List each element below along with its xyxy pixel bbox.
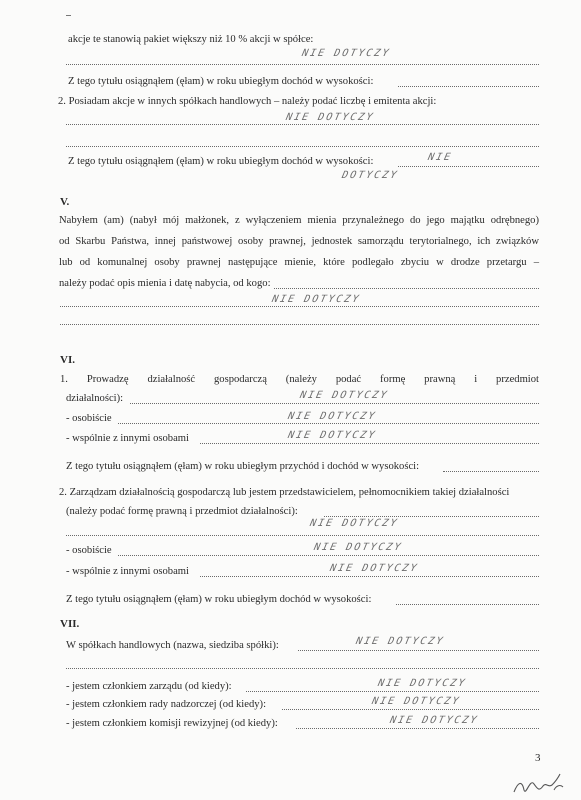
fill-line [118, 423, 539, 424]
fill-line [443, 471, 539, 472]
personally-label: - osobiście [66, 545, 112, 556]
acquired-property-text: od Skarbu Państwa, innej państwowej osoby prawnej, jednostek samorządu terytorialnego, ich związków [59, 236, 539, 247]
personally-label: - osobiście [66, 413, 112, 424]
fill-line [274, 288, 539, 289]
income-statement: Z tego tytułu osiągnąłem (ęłam) w roku ubiegłym przychód i dochód w wysokości: [66, 461, 420, 472]
handwritten-not-applicable: NIE [426, 152, 454, 163]
handwritten-not-applicable: NIE DOTYCZY [354, 636, 446, 647]
fill-line [118, 555, 539, 556]
management-item: (należy podać formę prawną i przedmiot działalności): [66, 506, 298, 517]
handwritten-not-applicable: NIE DOTYCZY [370, 696, 462, 707]
fill-line [398, 166, 539, 167]
fill-line [200, 443, 539, 444]
handwritten-not-applicable: NIE DOTYCZY [300, 48, 392, 59]
fill-line [200, 576, 539, 577]
audit-committee-label: - jestem członkiem komisji rewizyjnej (od kiedy): [66, 718, 278, 729]
fill-line [66, 64, 539, 65]
fill-line [60, 306, 539, 307]
companies-label: W spółkach handlowych (nazwa, siedziba spółki): [66, 640, 279, 651]
fill-line [282, 709, 539, 710]
business-activity-item: 1. Prowadzę działalność gospodarczą (należy podać formę prawną i przedmiot [60, 374, 539, 385]
fill-line [130, 403, 539, 404]
income-statement: Z tego tytułu osiągnąłem (ęłam) w roku ubiegłym dochód w wysokości: [68, 156, 374, 167]
jointly-label: - wspólnie z innymi osobami [66, 566, 189, 577]
section-heading: VII. [60, 618, 80, 630]
business-activity-item: działalności): [66, 393, 124, 404]
section-heading: V. [60, 196, 70, 208]
supervisory-board-label: - jestem członkiem rady nadzorczej (od kiedy): [66, 699, 267, 710]
handwritten-not-applicable: NIE DOTYCZY [376, 678, 468, 689]
income-statement: Z tego tytułu osiągnąłem (ęłam) w roku ubiegłym dochód w wysokości: [66, 594, 372, 605]
scan-mark [66, 15, 71, 16]
fill-line [66, 668, 539, 669]
fill-line [296, 728, 539, 729]
fill-line [246, 691, 539, 692]
section-heading: VI. [60, 354, 75, 366]
handwritten-not-applicable: NIE DOTYCZY [312, 542, 404, 553]
management-item: 2. Zarządzam działalnością gospodarczą lub jestem przedstawicielem, pełnomocnikiem takiej działalności [59, 487, 510, 498]
handwritten-not-applicable: NIE DOTYCZY [284, 112, 376, 123]
board-member-label: - jestem członkiem zarządu (od kiedy): [66, 681, 232, 692]
fill-line [396, 604, 539, 605]
jointly-label: - wspólnie z innymi osobami [66, 433, 189, 444]
signature-scribble [510, 770, 570, 798]
fill-line [66, 535, 539, 536]
fill-line [66, 124, 539, 125]
other-shares-item: 2. Posiadam akcje w innych spółkach handlowych – należy podać liczbę i emitenta akcji: [58, 96, 437, 107]
fill-line [298, 650, 539, 651]
fill-line [398, 86, 539, 87]
fill-line [66, 146, 539, 147]
page-number: 3 [535, 752, 541, 764]
handwritten-not-applicable: NIE DOTYCZY [308, 518, 400, 529]
handwritten-not-applicable: NIE DOTYCZY [270, 294, 362, 305]
handwritten-not-applicable: NIE DOTYCZY [388, 715, 480, 726]
handwritten-not-applicable: NIE DOTYCZY [298, 390, 390, 401]
handwritten-not-applicable: NIE DOTYCZY [286, 430, 378, 441]
shares-package-text: akcje te stanowią pakiet większy niż 10 % akcji w spółce: [68, 34, 314, 45]
fill-line [60, 324, 539, 325]
fill-line [324, 516, 539, 517]
acquired-property-text: Nabyłem (am) (nabył mój małżonek, z wyłączeniem mienia przynależnego do jego majątku odrębnego) [59, 215, 539, 226]
acquired-property-text: lub od komunalnej osoby prawnej następujące mienie, które podlegało zbyciu w drodze przetargu – [59, 257, 539, 268]
income-statement: Z tego tytułu osiągnąłem (ęłam) w roku ubiegłym dochód w wysokości: [68, 76, 374, 87]
handwritten-not-applicable: NIE DOTYCZY [328, 563, 420, 574]
handwritten-not-applicable: DOTYCZY [340, 170, 400, 181]
acquired-property-text: należy podać opis mienia i datę nabycia, od kogo: [59, 278, 271, 289]
handwritten-not-applicable: NIE DOTYCZY [286, 411, 378, 422]
